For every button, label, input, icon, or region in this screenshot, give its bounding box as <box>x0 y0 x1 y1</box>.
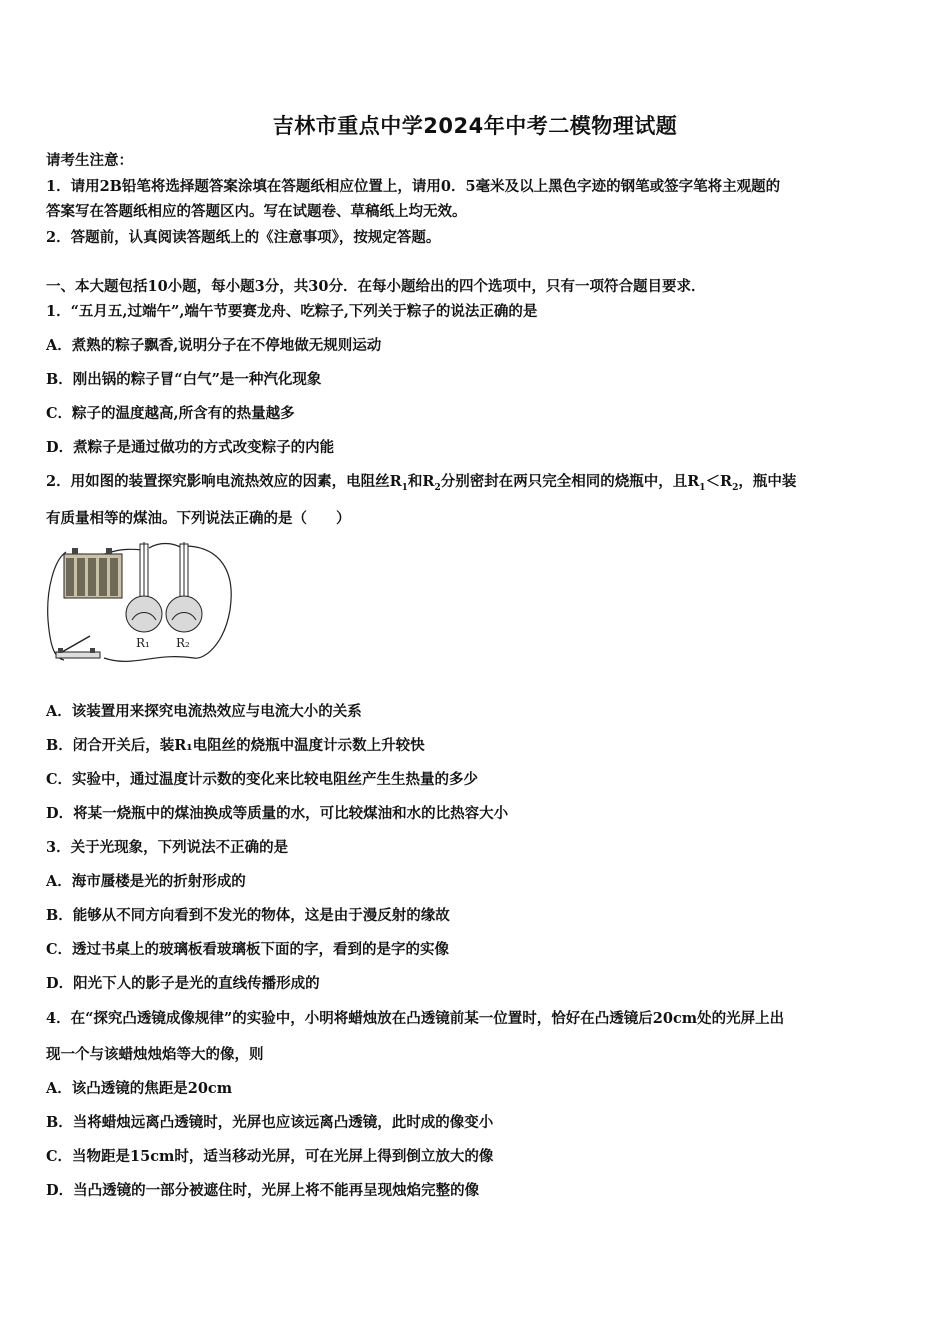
question-4-option-c: C．当物距是15cm时，适当移动光屏，可在光屏上得到倒立放大的像 <box>46 1148 494 1165</box>
notice-heading: 请考生注意： <box>46 152 133 169</box>
question-4-option-b: B．当将蜡烛远离凸透镜时，光屏也应该远离凸透镜，此时成的像变小 <box>46 1114 494 1131</box>
notice-item-2: 2．答题前，认真阅读答题纸上的《注意事项》，按规定答题。 <box>46 229 441 246</box>
question-1-stem: 1．“五月五,过端午”,端午节要赛龙舟、吃粽子,下列关于粽子的说法正确的是 <box>46 303 538 320</box>
switch-icon <box>56 636 100 658</box>
battery-icon <box>64 548 122 598</box>
section-1-heading: 一、本大题包括10小题，每小题3分，共30分．在每小题给出的四个选项中，只有一项符合题目要求． <box>46 278 706 295</box>
question-4-stem-line-1: 4．在“探究凸透镜成像规律”的实验中，小明将蜡烛放在凸透镜前某一位置时，恰好在凸透镜后20cm处的光屏上出 <box>46 1010 785 1027</box>
question-1-option-b: B．刚出锅的粽子冒“白气”是一种汽化现象 <box>46 371 322 388</box>
question-2-option-d: D．将某一烧瓶中的煤油换成等质量的水，可比较煤油和水的比热容大小 <box>46 805 509 822</box>
flask-r2-icon <box>166 542 202 632</box>
question-1-option-a: A．煮熟的粽子飘香,说明分子在不停地做无规则运动 <box>46 337 382 354</box>
label-r2: R₂ <box>176 636 190 650</box>
question-3-stem: 3．关于光现象，下列说法不正确的是 <box>46 839 289 856</box>
question-4-stem-line-2: 现一个与该蜡烛烛焰等大的像，则 <box>46 1046 264 1063</box>
question-3-option-c: C．透过书桌上的玻璃板看玻璃板下面的字，看到的是字的实像 <box>46 941 450 958</box>
question-3-option-d: D．阳光下人的影子是光的直线传播形成的 <box>46 975 320 992</box>
question-2-option-a: A．该装置用来探究电流热效应与电流大小的关系 <box>46 703 362 720</box>
question-3-option-a: A．海市蜃楼是光的折射形成的 <box>46 873 246 890</box>
question-2-option-c: C．实验中，通过温度计示数的变化来比较电阻丝产生生热量的多少 <box>46 771 479 788</box>
circuit-diagram <box>44 540 244 670</box>
question-2-stem-line-2: 有质量相等的煤油。下列说法正确的是（ ） <box>46 510 351 527</box>
page-title: 吉林市重点中学2024年中考二模物理试题 <box>272 114 678 138</box>
question-4-option-d: D．当凸透镜的一部分被遮住时，光屏上将不能再呈现烛焰完整的像 <box>46 1182 480 1199</box>
question-3-option-b: B．能够从不同方向看到不发光的物体，这是由于漫反射的缘故 <box>46 907 450 924</box>
notice-item-1-line-1: 1．请用2B铅笔将选择题答案涂填在答题纸相应位置上，请用0．5毫米及以上黑色字迹的钢笔或签字笔将主观题的 <box>46 178 781 195</box>
question-2-option-b: B．闭合开关后，装R₁电阻丝的烧瓶中温度计示数上升较快 <box>46 737 425 754</box>
question-1-option-d: D．煮粽子是通过做功的方式改变粽子的内能 <box>46 439 335 456</box>
notice-item-1-line-2: 答案写在答题纸相应的答题区内。写在试题卷、草稿纸上均无效。 <box>46 203 467 220</box>
question-1-option-c: C．粽子的温度越高,所含有的热量越多 <box>46 405 295 422</box>
label-r1: R₁ <box>136 636 150 650</box>
question-4-option-a: A．该凸透镜的焦距是20cm <box>46 1080 233 1097</box>
flask-r1-icon <box>126 542 162 632</box>
question-2-stem-line-1: 2．用如图的装置探究影响电流热效应的因素，电阻丝$R_1$和$R_2$分别密封在两只完全相同的烧瓶中，且$R_1<R_2$，瓶中装 <box>46 473 797 493</box>
